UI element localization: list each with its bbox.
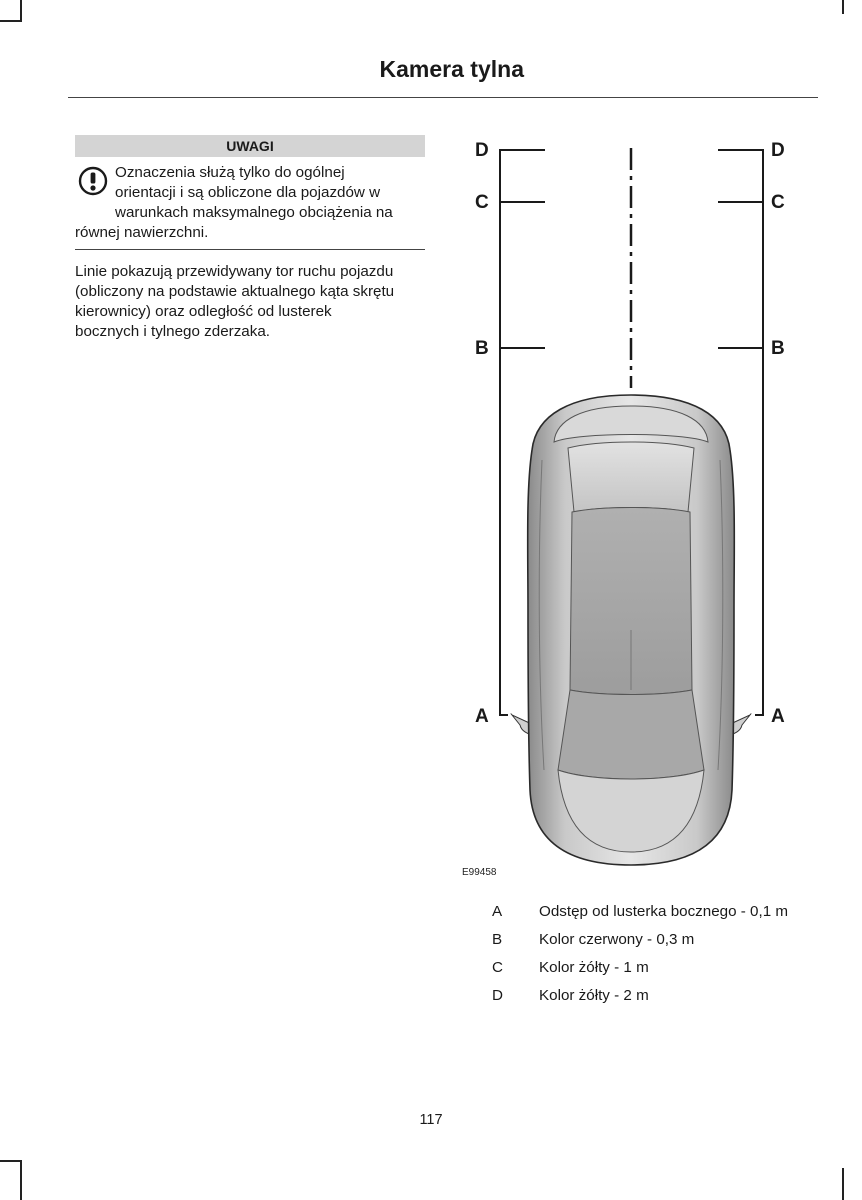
crop-mark [20, 0, 22, 22]
notes-line: warunkach maksymalnego obciążenia na [115, 204, 393, 221]
notes-body [75, 163, 425, 243]
label-b-right: B [771, 338, 785, 359]
label-a-right: A [771, 706, 785, 727]
legend-key: D [492, 987, 503, 1004]
page-number: 117 [419, 1112, 443, 1128]
notes-line: równej nawierzchni. [75, 224, 209, 241]
body-line: bocznych i tylnego zderzaka. [75, 323, 271, 340]
notes-divider [75, 249, 425, 250]
rear-camera-diagram [460, 130, 800, 870]
label-d-left: D [475, 140, 489, 161]
body-line: kierownicy) oraz odległość od lusterek [75, 303, 332, 320]
crop-mark [842, 0, 844, 14]
car-top-view [511, 395, 751, 865]
body-line: Linie pokazują przewidywany tor ruchu pojazdu [75, 263, 394, 280]
windshield [568, 442, 694, 512]
label-a-left: A [475, 706, 489, 727]
body-paragraph [75, 262, 430, 342]
rear-window [558, 690, 704, 779]
page-title: Kamera tylna [379, 56, 524, 82]
crop-mark [0, 1160, 20, 1162]
legend-row [492, 958, 812, 978]
legend-row [492, 930, 812, 950]
notes-line: Oznaczenia służą tylko do ogólnej [115, 164, 345, 181]
legend-row [492, 986, 812, 1006]
legend [492, 902, 812, 1014]
body-line: (obliczony na podstawie aktualnego kąta skrętu [75, 283, 395, 300]
notes-line: orientacji i są obliczone dla pojazdów w [115, 184, 381, 201]
legend-key: A [492, 903, 503, 920]
crop-mark [20, 1160, 22, 1200]
exclamation-circle-icon [78, 166, 108, 196]
notes-header: UWAGI [75, 135, 425, 157]
legend-text: Kolor żółty - 2 m [539, 987, 649, 1004]
legend-row [492, 902, 812, 922]
label-c-left: C [475, 192, 489, 213]
legend-key: B [492, 931, 503, 948]
title-divider [68, 97, 818, 98]
legend-text: Kolor żółty - 1 m [539, 959, 649, 976]
crop-mark [842, 1168, 844, 1200]
legend-key: C [492, 959, 503, 976]
label-d-right: D [771, 140, 785, 161]
legend-text: Kolor czerwony - 0,3 m [539, 931, 695, 948]
legend-text: Odstęp od lusterka bocznego - 0,1 m [539, 903, 789, 920]
image-code: E99458 [462, 867, 497, 878]
label-b-left: B [475, 338, 489, 359]
label-c-right: C [771, 192, 785, 213]
notes-box [75, 135, 425, 250]
crop-mark [0, 20, 20, 22]
